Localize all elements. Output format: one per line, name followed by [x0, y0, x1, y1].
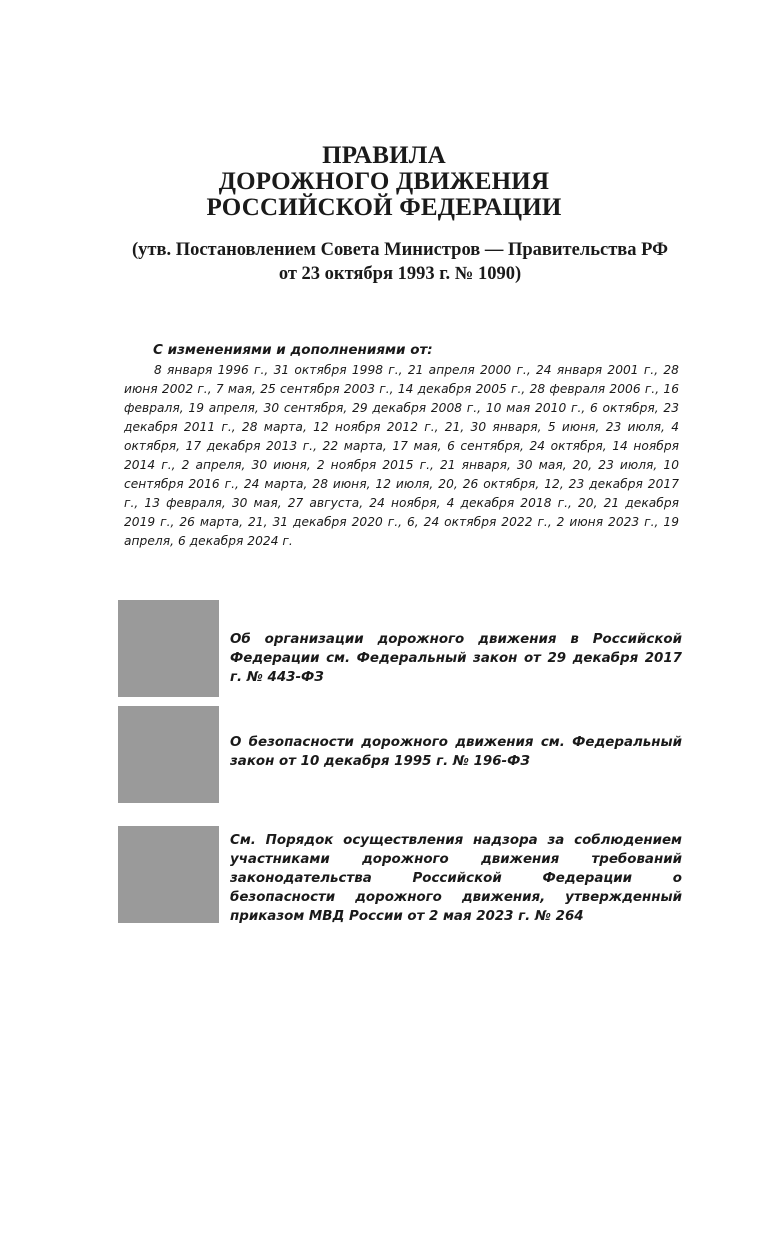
approval-line-2: от 23 октября 1993 г. № 1090) — [278, 264, 522, 284]
approval-line-1: (утв. Постановлением Совета Министров — Правительства РФ — [131, 240, 669, 260]
title-line-1: ПРАВИЛА — [322, 142, 446, 169]
note-marker-box — [118, 706, 219, 803]
changes-heading: С изменениями и дополнениями от: — [153, 342, 433, 358]
note-text: Об организации дорожного движения в Российской Федерации см. Федеральный закон от 29 декабря 2017 г. № 443-ФЗ — [230, 632, 682, 685]
document-title — [0, 143, 768, 221]
note-text: См. Порядок осуществления надзора за соблюдением участниками дорожного движения требований законодательства Российской Федерации о безопасности дорожного движения, утвержденный приказом МВД России от 2 мая 2023 г. № 264 — [230, 833, 682, 924]
note-marker-box — [118, 826, 219, 923]
note-text: О безопасности дорожного движения см. Федеральный закон от 10 декабря 1995 г. № 196-ФЗ — [230, 735, 682, 769]
note-marker-box — [118, 600, 219, 697]
title-line-3: РОССИЙСКОЙ ФЕДЕРАЦИИ — [206, 194, 562, 221]
changes-dates-list: 8 января 1996 г., 31 октября 1998 г., 21 апреля 2000 г., 24 января 2001 г., 28 июня 2002 г., 7 мая, 25 сентября 2003 г., 14 декабря 2005 г., 28 февраля 2006 г., 16 февраля, 19 апреля, 30 сентября, 29 декабря 2008 г., 10 мая 2010 г., 6 октября, 23 декабря 2011 г., 28 марта, 12 ноября 2012 г., 21, 30 января, 5 июня, 23 июля, 4 октября, 17 декабря 2013 г., 22 марта, 17 мая, 6 сентября, 24 октября, 14 ноября 2014 г., 2 апреля, 30 июня, 2 ноября 2015 г., 21 января, 30 мая, 20, 23 июля, 10 сентября 2016 г., 24 марта, 28 июня, 12 июля, 20, 26 октября, 12, 23 декабря 2017 г., 13 февраля, 30 мая, 27 августа, 24 ноября, 4 декабря 2018 г., 20, 21 декабря 2019 г., 26 марта, 21, 31 декабря 2020 г., 6, 24 октября 2022 г., 2 июня 2023 г., 19 апреля, 6 декабря 2024 г. — [124, 363, 679, 548]
title-line-2: ДОРОЖНОГО ДВИЖЕНИЯ — [218, 168, 550, 195]
approval-statement — [120, 238, 680, 286]
